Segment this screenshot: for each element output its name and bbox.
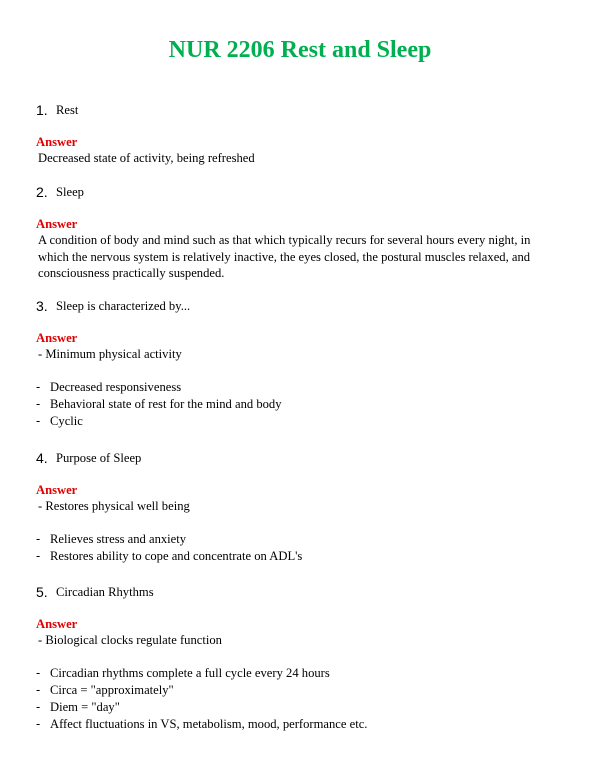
question-item-1 [36, 102, 566, 167]
answer-label: Answer [36, 617, 78, 631]
question-item-5 [36, 584, 566, 734]
list-item-text: Restores ability to cope and concentrate on ADL's [50, 548, 303, 563]
answer-text: - Minimum physical activity [38, 347, 182, 361]
question-number: 1. [36, 102, 48, 118]
bullet-dash: - [36, 531, 41, 546]
question-text: Rest [56, 103, 79, 117]
answer-text: - Restores physical well being [38, 499, 190, 513]
bullet-dash: - [36, 682, 41, 697]
answer-label: Answer [36, 135, 78, 149]
page-title: NUR 2206 Rest and Sleep [168, 37, 432, 63]
bullet-list [36, 531, 566, 566]
answer-line: which the nervous system is relatively inactive, the eyes closed, the postural muscles relaxed, and [38, 249, 531, 264]
bullet-dash: - [36, 414, 41, 429]
question-text: Purpose of Sleep [56, 451, 142, 465]
list-item-text: Circa = "approximately" [50, 682, 174, 697]
list-item-text: Circadian rhythms complete a full cycle every 24 hours [50, 665, 330, 680]
question-number: 3. [36, 298, 48, 314]
question-number: 4. [36, 450, 48, 466]
list-item [36, 682, 566, 699]
question-line [36, 184, 566, 202]
bullet-dash: - [36, 700, 41, 715]
bullet-dash: - [36, 717, 41, 732]
answer-text [36, 232, 566, 282]
list-item-text: Diem = "day" [50, 700, 120, 715]
list-item [36, 396, 566, 413]
bullet-dash: - [36, 548, 41, 563]
answer-label: Answer [36, 331, 78, 345]
bullet-list [36, 379, 566, 431]
answer-label: Answer [36, 483, 78, 497]
question-number: 5. [36, 584, 48, 600]
list-item [36, 548, 566, 565]
list-item [36, 379, 566, 396]
answer-line: consciousness practically suspended. [38, 266, 225, 280]
question-text: Sleep [56, 185, 84, 199]
list-item [36, 699, 566, 716]
list-item-text: Cyclic [50, 414, 83, 429]
question-line [36, 298, 566, 316]
question-text: Circadian Rhythms [56, 585, 154, 599]
bullet-dash: - [36, 379, 41, 394]
answer-line: A condition of body and mind such as that which typically recurs for several hours every night, in [38, 233, 531, 247]
bullet-dash: - [36, 665, 41, 680]
answer-label: Answer [36, 217, 78, 231]
list-item [36, 716, 566, 733]
list-item-text: Affect fluctuations in VS, metabolism, mood, performance etc. [50, 717, 368, 732]
question-text: Sleep is characterized by... [56, 299, 191, 313]
bullet-dash: - [36, 396, 41, 411]
list-item [36, 665, 566, 682]
question-line [36, 450, 566, 468]
question-item-3 [36, 298, 566, 430]
question-number: 2. [36, 184, 48, 200]
list-item [36, 531, 566, 548]
list-item [36, 413, 566, 430]
answer-text: Decreased state of activity, being refreshed [38, 151, 255, 165]
answer-text: - Biological clocks regulate function [38, 633, 222, 647]
list-item-text: Behavioral state of rest for the mind and body [50, 396, 282, 411]
question-item-2 [36, 184, 566, 282]
list-item-text: Relieves stress and anxiety [50, 531, 187, 546]
list-item-text: Decreased responsiveness [50, 379, 182, 394]
question-line [36, 102, 566, 120]
question-line [36, 584, 566, 602]
bullet-list [36, 665, 566, 734]
question-item-4 [36, 450, 566, 565]
